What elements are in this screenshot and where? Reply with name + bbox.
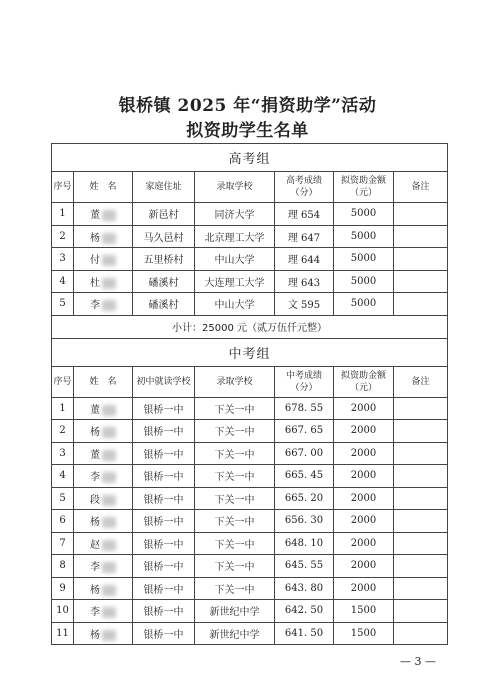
gaokao-cell <box>394 203 448 226</box>
zhongkao-cell <box>394 555 448 578</box>
gaokao-cell: 5000 <box>334 293 394 316</box>
student-surname: 李 <box>90 472 100 484</box>
zhongkao-cell: 下关一中 <box>195 397 275 420</box>
zhongkao-cell: 下关一中 <box>195 510 275 533</box>
zhongkao-cell: 7 <box>52 532 74 555</box>
zhongkao-cell <box>74 442 133 465</box>
zhongkao-cell: 银桥一中 <box>133 397 195 420</box>
gaokao-column-header: 家庭住址 <box>133 172 195 203</box>
zhongkao-cell: 3 <box>52 442 74 465</box>
zhongkao-cell: 2000 <box>334 442 394 465</box>
zhongkao-cell: 11 <box>52 622 74 645</box>
student-list-table <box>51 143 448 645</box>
student-surname: 杨 <box>90 232 100 244</box>
gaokao-cell: 文 595 <box>275 293 334 316</box>
zhongkao-cell: 667. 65 <box>275 420 334 443</box>
gaokao-cell <box>74 293 133 316</box>
gaokao-cell <box>74 270 133 293</box>
document-title: 银桥镇 2025 年“捐资助学”活动 <box>118 96 377 116</box>
zhongkao-cell: 新世纪中学 <box>195 622 275 645</box>
gaokao-cell: 磻溪村 <box>133 270 195 293</box>
zhongkao-cell: 1500 <box>334 622 394 645</box>
redacted-name-mark <box>102 562 116 573</box>
zhongkao-cell: 银桥一中 <box>133 555 195 578</box>
zhongkao-cell <box>74 510 133 533</box>
zhongkao-cell <box>394 442 448 465</box>
gaokao-cell: 新邑村 <box>133 203 195 226</box>
gaokao-cell <box>394 248 448 271</box>
gaokao-cell: 5000 <box>334 225 394 248</box>
student-surname: 李 <box>90 562 100 574</box>
student-surname: 付 <box>90 255 100 267</box>
redacted-name-mark <box>102 255 116 266</box>
gaokao-cell: 同济大学 <box>195 203 275 226</box>
zhongkao-column-header: 姓 名 <box>74 366 133 397</box>
zhongkao-cell: 2000 <box>334 577 394 600</box>
gaokao-column-header: 拟资助金额（元） <box>334 172 394 203</box>
zhongkao-cell <box>74 577 133 600</box>
redacted-name-mark <box>102 210 116 221</box>
zhongkao-section-label: 中考组 <box>52 338 448 366</box>
zhongkao-cell: 2000 <box>334 465 394 488</box>
gaokao-cell <box>74 248 133 271</box>
redacted-name-mark <box>102 540 116 551</box>
gaokao-cell: 5000 <box>334 270 394 293</box>
gaokao-cell: 理 644 <box>275 248 334 271</box>
gaokao-cell: 1 <box>52 203 74 226</box>
gaokao-cell: 5000 <box>334 203 394 226</box>
redacted-name-mark <box>102 607 116 618</box>
zhongkao-cell: 667. 00 <box>275 442 334 465</box>
table-row <box>52 225 448 248</box>
zhongkao-cell: 6 <box>52 510 74 533</box>
redacted-name-mark <box>102 427 116 438</box>
zhongkao-cell: 645. 55 <box>275 555 334 578</box>
zhongkao-cell: 2000 <box>334 510 394 533</box>
zhongkao-cell: 银桥一中 <box>133 420 195 443</box>
page-number: — 3 — <box>400 655 436 668</box>
table-row <box>52 203 448 226</box>
zhongkao-cell <box>74 555 133 578</box>
zhongkao-column-header: 备注 <box>394 366 448 397</box>
zhongkao-cell <box>394 532 448 555</box>
zhongkao-cell: 银桥一中 <box>133 442 195 465</box>
zhongkao-column-header: 中考成绩（分） <box>275 366 334 397</box>
gaokao-section-label: 高考组 <box>52 144 448 172</box>
redacted-name-mark <box>102 630 116 641</box>
gaokao-column-header: 备注 <box>394 172 448 203</box>
table-row <box>52 420 448 443</box>
zhongkao-column-header: 序号 <box>52 366 74 397</box>
student-surname: 赵 <box>90 539 100 551</box>
redacted-name-mark <box>102 585 116 596</box>
zhongkao-cell <box>394 510 448 533</box>
table-row <box>52 577 448 600</box>
gaokao-cell: 理 647 <box>275 225 334 248</box>
gaokao-cell: 4 <box>52 270 74 293</box>
zhongkao-cell: 银桥一中 <box>133 532 195 555</box>
zhongkao-cell: 641. 50 <box>275 622 334 645</box>
zhongkao-cell: 5 <box>52 487 74 510</box>
student-surname: 李 <box>90 300 100 312</box>
zhongkao-cell: 2000 <box>334 532 394 555</box>
gaokao-cell <box>394 225 448 248</box>
zhongkao-cell <box>74 622 133 645</box>
zhongkao-cell <box>394 420 448 443</box>
zhongkao-column-header: 录取学校 <box>195 366 275 397</box>
student-surname: 杜 <box>90 277 100 289</box>
student-surname: 杨 <box>90 427 100 439</box>
gaokao-column-header: 高考成绩（分） <box>275 172 334 203</box>
redacted-name-mark <box>102 495 116 506</box>
zhongkao-cell: 2 <box>52 420 74 443</box>
zhongkao-cell: 8 <box>52 555 74 578</box>
zhongkao-cell: 4 <box>52 465 74 488</box>
zhongkao-cell: 银桥一中 <box>133 622 195 645</box>
table-row <box>52 555 448 578</box>
gaokao-cell: 5000 <box>334 248 394 271</box>
table-row <box>52 270 448 293</box>
zhongkao-cell: 10 <box>52 600 74 623</box>
gaokao-cell: 3 <box>52 248 74 271</box>
table-row <box>52 510 448 533</box>
gaokao-cell <box>74 203 133 226</box>
zhongkao-header-row <box>52 366 448 397</box>
zhongkao-cell <box>394 600 448 623</box>
zhongkao-cell: 下关一中 <box>195 420 275 443</box>
zhongkao-cell: 下关一中 <box>195 555 275 578</box>
student-surname: 杨 <box>90 517 100 529</box>
zhongkao-cell <box>74 420 133 443</box>
gaokao-cell <box>74 225 133 248</box>
table-row <box>52 293 448 316</box>
gaokao-cell <box>394 293 448 316</box>
table-row <box>52 442 448 465</box>
zhongkao-cell: 新世纪中学 <box>195 600 275 623</box>
redacted-name-mark <box>102 472 116 483</box>
zhongkao-cell: 银桥一中 <box>133 600 195 623</box>
zhongkao-cell <box>74 397 133 420</box>
zhongkao-column-header: 初中就读学校 <box>133 366 195 397</box>
table-row <box>52 600 448 623</box>
zhongkao-section-row <box>52 338 448 366</box>
redacted-name-mark <box>102 233 116 244</box>
gaokao-cell: 磻溪村 <box>133 293 195 316</box>
student-surname: 董 <box>90 449 100 461</box>
zhongkao-cell: 9 <box>52 577 74 600</box>
redacted-name-mark <box>102 450 116 461</box>
redacted-name-mark <box>102 517 116 528</box>
student-surname: 杨 <box>90 584 100 596</box>
gaokao-cell: 中山大学 <box>195 293 275 316</box>
student-surname: 李 <box>90 607 100 619</box>
redacted-name-mark <box>102 300 116 311</box>
gaokao-cell: 理 643 <box>275 270 334 293</box>
zhongkao-cell: 2000 <box>334 555 394 578</box>
table-row <box>52 622 448 645</box>
gaokao-column-header: 序号 <box>52 172 74 203</box>
gaokao-cell: 马久邑村 <box>133 225 195 248</box>
document-subtitle: 拟资助学生名单 <box>186 121 309 141</box>
zhongkao-cell: 1 <box>52 397 74 420</box>
gaokao-subtotal-row <box>52 315 448 338</box>
zhongkao-cell: 678. 55 <box>275 397 334 420</box>
zhongkao-cell: 642. 50 <box>275 600 334 623</box>
zhongkao-cell: 下关一中 <box>195 532 275 555</box>
zhongkao-cell: 下关一中 <box>195 465 275 488</box>
gaokao-cell: 北京理工大学 <box>195 225 275 248</box>
zhongkao-cell <box>394 487 448 510</box>
student-surname: 段 <box>90 494 100 506</box>
zhongkao-cell <box>394 622 448 645</box>
zhongkao-cell: 2000 <box>334 420 394 443</box>
table-row <box>52 465 448 488</box>
zhongkao-cell <box>74 532 133 555</box>
zhongkao-cell: 648. 10 <box>275 532 334 555</box>
zhongkao-cell: 下关一中 <box>195 577 275 600</box>
zhongkao-column-header: 拟资助金额（元） <box>334 366 394 397</box>
subtotal-text: 小计：25000 元（贰万伍仟元整） <box>52 315 448 338</box>
gaokao-cell <box>394 270 448 293</box>
table-row <box>52 248 448 271</box>
zhongkao-cell: 665. 45 <box>275 465 334 488</box>
zhongkao-cell: 银桥一中 <box>133 510 195 533</box>
zhongkao-cell: 银桥一中 <box>133 577 195 600</box>
zhongkao-cell: 下关一中 <box>195 487 275 510</box>
zhongkao-cell: 643. 80 <box>275 577 334 600</box>
gaokao-header-row <box>52 172 448 203</box>
gaokao-cell: 大连理工大学 <box>195 270 275 293</box>
table-row <box>52 532 448 555</box>
gaokao-cell: 理 654 <box>275 203 334 226</box>
zhongkao-cell: 银桥一中 <box>133 465 195 488</box>
zhongkao-cell: 665. 20 <box>275 487 334 510</box>
zhongkao-cell: 下关一中 <box>195 442 275 465</box>
zhongkao-cell <box>74 465 133 488</box>
student-surname: 杨 <box>90 629 100 641</box>
zhongkao-cell <box>394 397 448 420</box>
zhongkao-cell: 银桥一中 <box>133 487 195 510</box>
student-surname: 董 <box>90 404 100 416</box>
zhongkao-cell <box>394 577 448 600</box>
student-surname: 董 <box>90 210 100 222</box>
gaokao-cell: 五里桥村 <box>133 248 195 271</box>
gaokao-column-header: 录取学校 <box>195 172 275 203</box>
zhongkao-cell: 1500 <box>334 600 394 623</box>
redacted-name-mark <box>102 405 116 416</box>
gaokao-cell: 中山大学 <box>195 248 275 271</box>
zhongkao-cell: 2000 <box>334 397 394 420</box>
zhongkao-cell <box>74 600 133 623</box>
gaokao-cell: 2 <box>52 225 74 248</box>
table-row <box>52 397 448 420</box>
zhongkao-cell: 2000 <box>334 487 394 510</box>
gaokao-section-row <box>52 144 448 172</box>
gaokao-column-header: 姓 名 <box>74 172 133 203</box>
zhongkao-cell <box>74 487 133 510</box>
zhongkao-cell <box>394 465 448 488</box>
zhongkao-cell: 656. 30 <box>275 510 334 533</box>
redacted-name-mark <box>102 278 116 289</box>
gaokao-cell: 5 <box>52 293 74 316</box>
table-row <box>52 487 448 510</box>
